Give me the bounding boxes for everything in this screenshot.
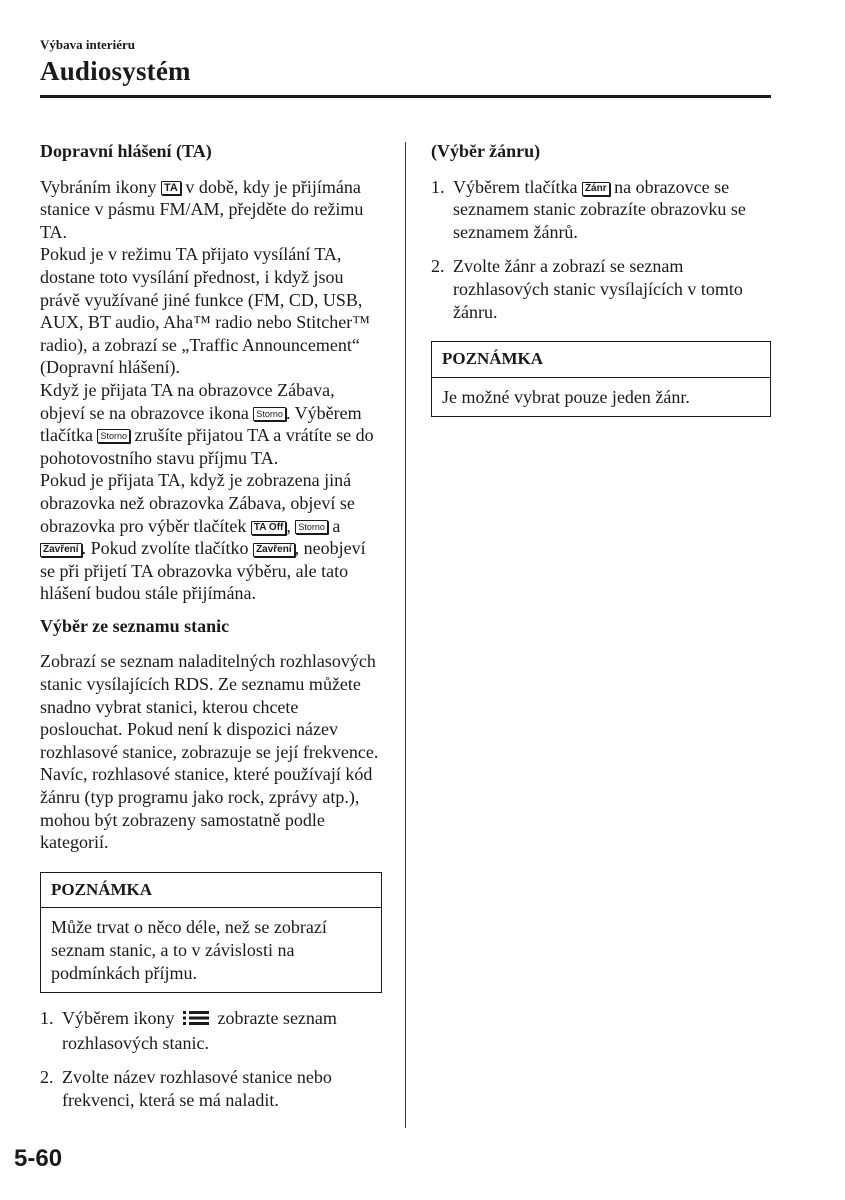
list-item: 2. Zvolte název rozhlasové stanice nebo frekvenci, která se má naladit. (40, 1067, 332, 1110)
genre-heading: (Výběr žánru) (431, 141, 541, 161)
list-item: 2. Zvolte žánr a zobrazí se seznam rozhlasových stanic vysílajících v tomto žánru. (431, 256, 743, 322)
column-divider (405, 142, 406, 1128)
genre-steps (431, 176, 771, 324)
zanr-button-label: Žánr (582, 182, 610, 196)
ta-paragraph-4: Pokud je přijata TA, když je zobrazena jiná obrazovka než obrazovka Zábava, objeví se obrazovka pro výběr tlačítek TA Off , Storno a Zavření . Pokud zvolíte tlačítko Zavření , neobjeví se při přijetí TA obrazovka výběru, ale tato hlášení budou stále přijímána. (40, 470, 366, 604)
station-list-paragraph: Zobrazí se seznam naladitelných rozhlasových stanic vysílajících RDS. Ze seznamu můžete snadno vybrat stanici, kterou chcete poslouchat. Pokud není k dispozici název rozhlasové stanice, zobrazuje se její frekvence. Navíc, rozhlasové stanice, které používají kód žánru (typ programu jako rock, zprávy atp.), mohou být zobrazeny samostatně podle kategorií. (40, 651, 379, 853)
heading-rule (40, 95, 771, 98)
storno-button-label: Storno (253, 407, 286, 421)
note-body: Může trvat o něco déle, než se zobrazí seznam stanic, a to v závislosti na podmínkách příjmu. (51, 917, 327, 983)
ta-paragraph-2: Pokud je v režimu TA přijato vysílání TA, dostane toto vysílání přednost, i když jsou právě využívané jiné funkce (FM, CD, USB, AUX, BT audio, Aha™ radio nebo Stitcher™ radio), a zobrazí se „Traffic Announcement“ (Dopravní hlášení). (40, 244, 370, 378)
note-box (40, 872, 382, 993)
ta-heading: Dopravní hlášení (TA) (40, 141, 212, 161)
section-kicker: Výbava interiéru (40, 37, 135, 52)
zavreni-button-label: Zavření (40, 543, 82, 557)
station-list-heading: Výběr ze seznamu stanic (40, 615, 230, 636)
list-item: 1. Výběrem tlačítka Žánr na obrazovce se seznamem stanic zobrazíte obrazovku se seznamem žánrů. (431, 176, 746, 242)
storno-button-label: Storno (295, 520, 328, 534)
zavreni-button-label: Zavření (253, 543, 295, 557)
ta-off-button-label: TA Off (251, 521, 286, 535)
storno-button-label: Storno (97, 429, 130, 443)
ta-button-label: TA (161, 181, 181, 195)
note-title: POZNÁMKA (41, 873, 381, 909)
note-title: POZNÁMKA (432, 342, 770, 378)
list-icon (183, 1009, 209, 1032)
right-column (431, 140, 771, 417)
station-steps (40, 1007, 382, 1111)
ta-paragraph-3: Když je přijata TA na obrazovce Zábava, objeví se na obrazovce ikona Storno . Výběrem tlačítka Storno zrušíte přijatou TA a vrátíte se do pohotovostního stavu příjmu TA. (40, 379, 374, 468)
note-body: Je možné vybrat pouze jeden žánr. (442, 386, 690, 407)
left-column (40, 140, 382, 1124)
note-box (431, 341, 771, 417)
ta-paragraph-1: Vybráním ikony TA v době, kdy je přijímána stanice v pásmu FM/AM, přejděte do režimu TA. (40, 176, 364, 242)
page-title: Audiosystém (40, 56, 191, 86)
list-item: 1. Výběrem ikony zobrazte seznam rozhlasových stanic. (40, 1008, 337, 1053)
page-number: 5-60 (14, 1145, 63, 1172)
